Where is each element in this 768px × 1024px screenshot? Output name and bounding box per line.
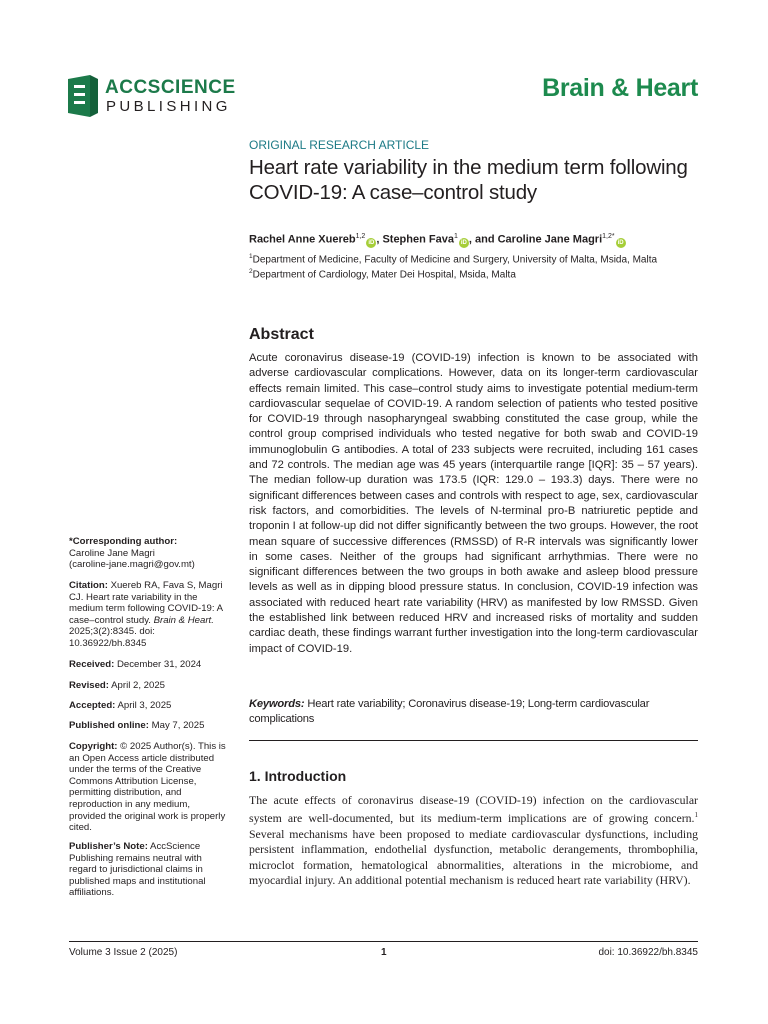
revised-value: April 2, 2025 (109, 680, 166, 691)
author-list (249, 233, 626, 248)
author-separator: , (376, 233, 383, 246)
author-name: Rachel Anne Xuereb (249, 233, 356, 246)
introduction-heading: 1. Introduction (249, 768, 347, 784)
abstract-heading: Abstract (249, 326, 314, 343)
affiliation-text: Department of Cardiology, Mater Dei Hospital, Msida, Malta (252, 269, 516, 281)
corresponding-author-email[interactable]: (caroline-jane.magri@gov.mt) (69, 559, 195, 571)
author-affiliation-ref: 1,2 (355, 233, 366, 240)
article-title: Heart rate variability in the medium term following COVID-19: A case–control study (249, 156, 688, 204)
publisher-logo (68, 75, 238, 119)
author-affiliation-ref: 1 (453, 233, 458, 240)
received-date (69, 659, 229, 671)
introduction-text-part: Several mechanisms have been proposed to mediate cardiovascular dysfunctions, including persistent inflammation, endothelial dysfunction, metabolic derangements, thrombophilia, microclot formation, hematological abnormalities, alterations in the microbiome, and myocardial injury. An additional potential mechanism is reduced heart rate variability (HRV). (249, 826, 698, 887)
publisher-note-label: Publisher’s Note: (69, 841, 148, 852)
revised-date (69, 680, 229, 692)
corresponding-author-label: *Corresponding author: (69, 536, 178, 547)
corresponding-author-name: Caroline Jane Magri (69, 547, 155, 559)
citation-text: Xuereb RA, Fava S, Magri CJ. Heart rate variability in the medium term following COVID-19: A case–control study. (69, 580, 223, 626)
author-separator: , and (468, 233, 498, 246)
footer-divider (69, 941, 698, 942)
orcid-icon[interactable]: iD (460, 239, 467, 246)
page-number: 1 (381, 947, 387, 958)
accepted-date (69, 700, 229, 712)
copyright-notice (69, 741, 229, 834)
journal-name: Brain & Heart (542, 74, 698, 102)
affiliation (249, 253, 657, 265)
published-value: May 7, 2025 (148, 720, 205, 731)
introduction-text-part: The acute effects of coronavirus disease-19 (COVID-19) infection on the cardiovascular system are well-documented, but its medium-term implications are of growing concern. (249, 793, 698, 826)
publisher-logo-icon (68, 75, 98, 117)
keywords-label: Keywords: (249, 698, 305, 710)
accepted-label: Accepted: (69, 700, 116, 711)
affiliation (249, 268, 516, 280)
keywords (249, 697, 698, 727)
corresponding-author (69, 536, 229, 571)
footer-doi[interactable]: doi: 10.36922/bh.8345 (598, 947, 698, 958)
section-divider (249, 740, 698, 741)
footer-volume: Volume 3 Issue 2 (2025) (69, 947, 178, 958)
citation-journal: Brain & Heart. (153, 614, 214, 626)
revised-label: Revised: (69, 680, 109, 691)
affiliation-text: Department of Medicine, Faculty of Medicine and Surgery, University of Malta, Msida, Malta (252, 254, 658, 266)
copyright-label: Copyright: (69, 741, 118, 752)
publisher-note-text: AccScience Publishing remains neutral with regard to jurisdictional claims in published maps and institutional affiliations. (69, 841, 206, 899)
logo-text-line2: PUBLISHING (106, 98, 231, 115)
citation-label: Citation: (69, 580, 108, 591)
copyright-text: © 2025 Author(s). This is an Open Access article distributed under the terms of the Creative Commons Attribution License, permitting distribution, and reproduction in any medium, provided the original work is properly cited. (69, 741, 226, 834)
received-value: December 31, 2024 (114, 659, 202, 670)
introduction-text (249, 793, 698, 888)
article-type: ORIGINAL RESEARCH ARTICLE (249, 138, 430, 152)
abstract-text: Acute coronavirus disease-19 (COVID-19) infection is known to be associated with adverse cardiovascular complications. However, data on its longer-term cardiovascular effects remain limited. This case–control study aims to investigate potential medium-term cardiovascular sequelae of COVID-19. A random selection of patients who tested positive for COVID-19 through nasopharyngeal swabbing constituted the case group, while the control group comprised individuals who tested negative for both swab and COVID-19 immunoglobulin G antibodies. A total of 233 subjects were recruited, including 161 cases and 72 controls. The median age was 45 years (interquartile range [IQR]: 35 – 57 years). The median follow-up duration was 173.5 (IQR: 129.0 – 193.3) days. There were no significant differences between cases and controls with respect to age, sex, cardiovascular risk factors, and comorbidities. The levels of N-terminal pro-B natriuretic peptide and troponin I at follow-up did not differ significantly between the two groups. However, the root mean square of successive differences (RMSSD) of R-R intervals was significantly lower in some cases. Neither of the groups had significant arrhythmias. There were no significant differences between the two groups in both awake and asleep blood pressure levels as well as in dipping blood pressure status. In conclusion, COVID-19 infection was associated with reduced heart rate variability (HRV) as manifested by low RMSSD. Given the established link between reduced HRV and increased risks of mortality and sudden cardiac death, these findings warrant further investigation into the long-term cardiovascular impact of COVID-19. (249, 352, 698, 655)
publisher-note (69, 841, 229, 899)
author-name: Stephen Fava (382, 233, 454, 246)
published-date (69, 720, 229, 732)
citation (69, 580, 229, 650)
author-affiliation-ref: 1,2* (602, 233, 615, 240)
logo-text-line1: ACCSCIENCE (105, 77, 236, 98)
keywords-text: Heart rate variability; Coronavirus disease-19; Long-term cardiovascular complications (249, 698, 650, 725)
affiliation-number: 2 (249, 268, 253, 275)
author-name: Caroline Jane Magri (497, 233, 603, 246)
citation-details: 2025;3(2):8345. doi: 10.36922/bh.8345 (69, 626, 155, 649)
reference-link[interactable]: 1 (694, 811, 698, 820)
published-label: Published online: (69, 720, 149, 731)
accepted-value: April 3, 2025 (115, 700, 172, 711)
orcid-icon[interactable]: iD (617, 239, 624, 246)
received-label: Received: (69, 659, 115, 670)
affiliation-number: 1 (249, 253, 253, 260)
orcid-icon[interactable]: iD (368, 239, 375, 246)
